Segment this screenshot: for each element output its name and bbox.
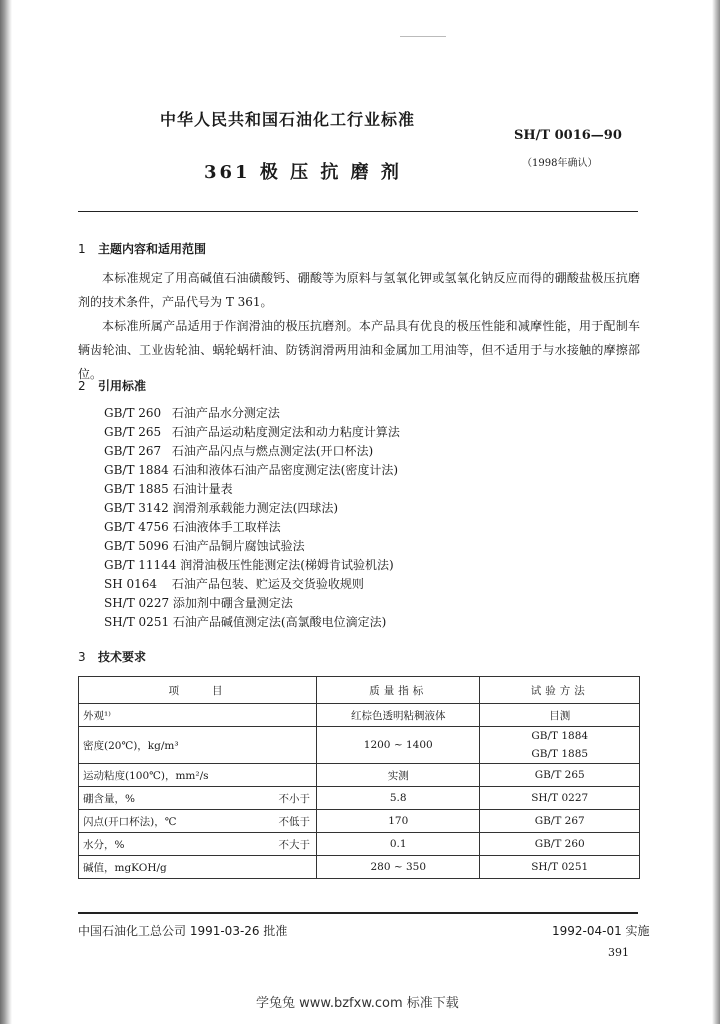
- row-item-limit: 不小于: [278, 792, 311, 805]
- reference-item: [104, 556, 400, 575]
- row-value: 0.1: [317, 833, 480, 856]
- technical-requirements-table: [78, 676, 640, 879]
- row-item-name: 闪点(开口杯法)，℃: [83, 815, 177, 828]
- section-2-number: 2: [78, 379, 86, 393]
- table-row: [79, 810, 640, 833]
- row-item-limit: 不大于: [278, 838, 311, 851]
- row-test-method: SH/T 0251: [480, 856, 640, 879]
- reference-name: 添加剂中硼含量测定法: [172, 596, 293, 610]
- section-3-heading: [78, 648, 146, 665]
- footer-rule: [78, 912, 638, 914]
- reference-name: 石油产品铜片腐蚀试验法: [172, 539, 305, 553]
- reference-code: GB/T 265: [104, 425, 162, 439]
- reference-item: [104, 594, 400, 613]
- row-item-limit: 不低于: [278, 815, 311, 828]
- table-row: [79, 727, 640, 764]
- section-1-paragraph: 本标准所属产品适用于作润滑油的极压抗磨剂。本产品具有优良的极压性能和减摩性能，用于配制车辆齿轮油、工业齿轮油、蜗轮蜗杆油、防锈润滑两用油和金属加工用油等，但不适用于与水接触的摩擦部位。: [78, 319, 640, 381]
- reference-name: 石油产品水分测定法: [171, 406, 280, 420]
- reference-item: [104, 461, 400, 480]
- row-test-method: GB/T 265: [480, 764, 640, 787]
- reference-code: SH/T 0251: [104, 615, 170, 629]
- reference-code: GB/T 4756: [104, 520, 169, 534]
- table-row: [79, 704, 640, 727]
- reference-code: SH 0164: [104, 577, 158, 591]
- effective-date: 1992-04-01 实施: [552, 924, 650, 938]
- reference-code: GB/T 267: [104, 444, 162, 458]
- table-row: [79, 856, 640, 879]
- scan-edge-left: [0, 0, 12, 1024]
- standard-confirmation: （1998年确认）: [522, 158, 598, 169]
- row-test-method: GB/T 260: [480, 833, 640, 856]
- row-item-name: 水分，%: [83, 838, 125, 851]
- reference-name: 润滑剂承载能力测定法(四球法): [172, 501, 339, 515]
- reference-name: 石油产品运动粘度测定法和动力粘度计算法: [171, 425, 400, 439]
- reference-item: [104, 537, 400, 556]
- reference-code: GB/T 5096: [104, 539, 169, 553]
- section-3-title: 技术要求: [98, 650, 147, 664]
- table-header-row: [79, 677, 640, 704]
- standard-org-title: 中华人民共和国石油化工行业标准: [160, 110, 416, 129]
- reference-code: GB/T 1884: [104, 463, 169, 477]
- row-test-method: GB/T 267: [480, 810, 640, 833]
- reference-code: SH/T 0227: [104, 596, 170, 610]
- column-header-item: 项 目: [79, 677, 317, 704]
- reference-code: GB/T 11144: [104, 558, 177, 572]
- reference-item: [104, 423, 400, 442]
- section-2-title: 引用标准: [98, 379, 147, 393]
- row-value: 1200 ~ 1400: [317, 727, 480, 764]
- row-test-method: GB/T 1884: [531, 730, 589, 742]
- reference-code: GB/T 3142: [104, 501, 169, 515]
- row-item-name: 密度(20℃)，kg/m³: [83, 739, 179, 752]
- row-value: 170: [317, 810, 480, 833]
- header-rule: [78, 211, 638, 212]
- table-row: [79, 787, 640, 810]
- row-item-name: 外观¹⁾: [83, 709, 111, 722]
- table-row: [79, 764, 640, 787]
- reference-name: 石油液体手工取样法: [172, 520, 281, 534]
- reference-name: 石油和液体石油产品密度测定法(密度计法): [172, 463, 399, 477]
- section-1-title: 主题内容和适用范围: [98, 242, 207, 256]
- scan-speck: [400, 36, 446, 37]
- reference-item: [104, 480, 400, 499]
- reference-code: GB/T 1885: [104, 482, 169, 496]
- row-value: 红棕色透明粘稠液体: [317, 704, 480, 727]
- section-2-heading: [78, 377, 146, 394]
- section-3-number: 3: [78, 650, 86, 664]
- reference-item: [104, 442, 400, 461]
- column-header-quality-index: 质量指标: [317, 677, 480, 704]
- reference-item: [104, 499, 400, 518]
- reference-name: 石油产品包装、贮运及交货验收规则: [171, 577, 364, 591]
- section-1-heading: [78, 240, 206, 257]
- section-1-paragraph: 本标准规定了用高碱值石油磺酸钙、硼酸等为原料与氢氧化钾或氢氧化钠反应而得的硼酸盐极压抗磨剂的技术条件，产品代号为 T 361。: [78, 271, 640, 309]
- row-value: 280 ~ 350: [317, 856, 480, 879]
- column-header-test-method: 试验方法: [480, 677, 640, 704]
- referenced-standards-list: [104, 404, 400, 632]
- row-value: 5.8: [317, 787, 480, 810]
- section-1-body: [78, 266, 640, 386]
- row-item-name: 硼含量，%: [83, 792, 135, 805]
- reference-name: 石油计量表: [172, 482, 233, 496]
- table-row: [79, 833, 640, 856]
- scan-edge-right: [712, 0, 720, 1024]
- reference-code: GB/T 260: [104, 406, 162, 420]
- document-title: 361 极 压 抗 磨 剂: [204, 162, 402, 183]
- section-1-number: 1: [78, 242, 86, 256]
- approval-statement: 中国石油化工总公司 1991-03-26 批准: [78, 924, 288, 938]
- standard-code: SH/T 0016—90: [514, 128, 622, 143]
- reference-name: 润滑油极压性能测定法(梯姆肯试验机法): [180, 558, 394, 572]
- reference-item: [104, 404, 400, 423]
- page-number: 391: [608, 946, 629, 959]
- reference-item: [104, 613, 400, 632]
- row-test-method: SH/T 0227: [480, 787, 640, 810]
- row-test-method: 目测: [480, 704, 640, 727]
- reference-name: 石油产品碱值测定法(高氯酸电位滴定法): [172, 615, 387, 629]
- row-value: 实测: [317, 764, 480, 787]
- reference-name: 石油产品闪点与燃点测定法(开口杯法): [171, 444, 374, 458]
- row-item-name: 运动粘度(100℃)，mm²/s: [83, 769, 209, 782]
- site-watermark: 学兔兔 www.bzfxw.com 标准下载: [256, 996, 459, 1011]
- row-item-name: 碱值，mgKOH/g: [83, 861, 167, 874]
- reference-item: [104, 518, 400, 537]
- reference-item: [104, 575, 400, 594]
- row-test-method-secondary: GB/T 1885: [531, 748, 589, 760]
